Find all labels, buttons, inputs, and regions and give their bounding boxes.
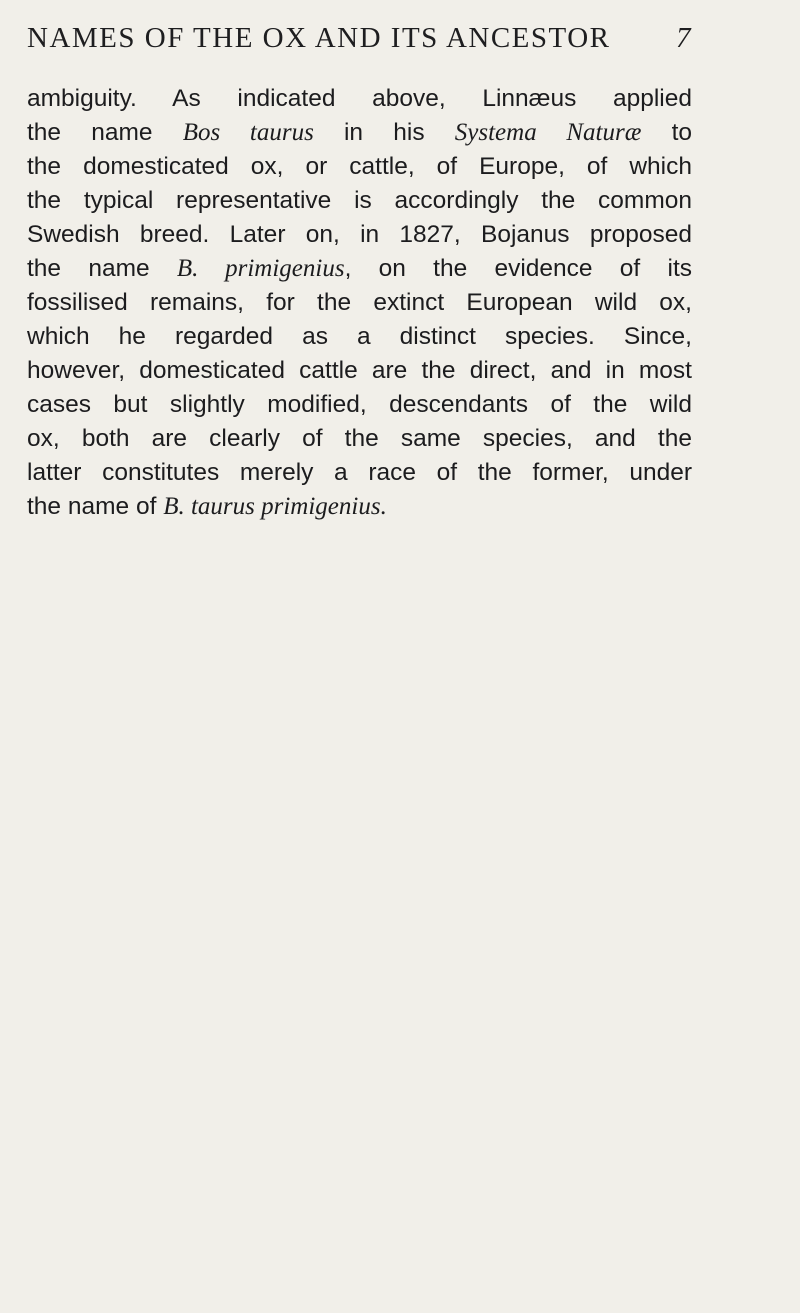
text-run: fossilised remains, for the extinct European wild ox,	[27, 289, 692, 316]
text-line	[27, 354, 692, 388]
italic-term: B. primigenius	[176, 255, 345, 282]
text-line	[27, 150, 692, 184]
text-line	[27, 286, 692, 320]
text-run: ambiguity. As indicated above, Linnæus applied	[27, 85, 692, 112]
text-line	[27, 252, 692, 286]
text-run: Swedish breed. Later on, in 1827, Bojanus proposed	[27, 221, 692, 248]
text-run: however, domesticated cattle are the direct, and in most	[27, 357, 692, 384]
text-run: the domesticated ox, or cattle, of Europe, of which	[27, 153, 692, 180]
text-run: cases but slightly modified, descendants of the wild	[27, 391, 692, 418]
text-run: to	[641, 119, 693, 146]
running-head-title: NAMES OF THE OX AND ITS ANCESTOR	[27, 22, 611, 54]
body-paragraph	[27, 82, 692, 524]
text-line	[27, 422, 692, 456]
text-run: latter constitutes merely a race of the former, under	[27, 459, 692, 486]
text-line	[27, 490, 692, 524]
text-line	[27, 456, 692, 490]
text-line	[27, 116, 692, 150]
text-line	[27, 82, 692, 116]
text-run: in his	[313, 119, 455, 146]
italic-term: B. taurus primigenius.	[163, 493, 387, 520]
page-number: 7	[676, 22, 692, 54]
italic-term: Systema Naturæ	[454, 119, 642, 146]
text-line	[27, 320, 692, 354]
text-line	[27, 218, 692, 252]
text-run: which he regarded as a distinct species. Since,	[27, 323, 692, 350]
text-run: the name	[27, 119, 183, 146]
text-run: the name of	[27, 493, 164, 520]
text-run: , on the evidence of its	[344, 255, 693, 282]
text-run: the name	[27, 255, 177, 282]
italic-term: Bos taurus	[182, 119, 314, 146]
text-line	[27, 388, 692, 422]
text-run: ox, both are clearly of the same species, and the	[27, 425, 692, 452]
running-head	[27, 22, 692, 55]
text-run: the typical representative is accordingly the common	[27, 187, 692, 214]
text-line	[27, 184, 692, 218]
